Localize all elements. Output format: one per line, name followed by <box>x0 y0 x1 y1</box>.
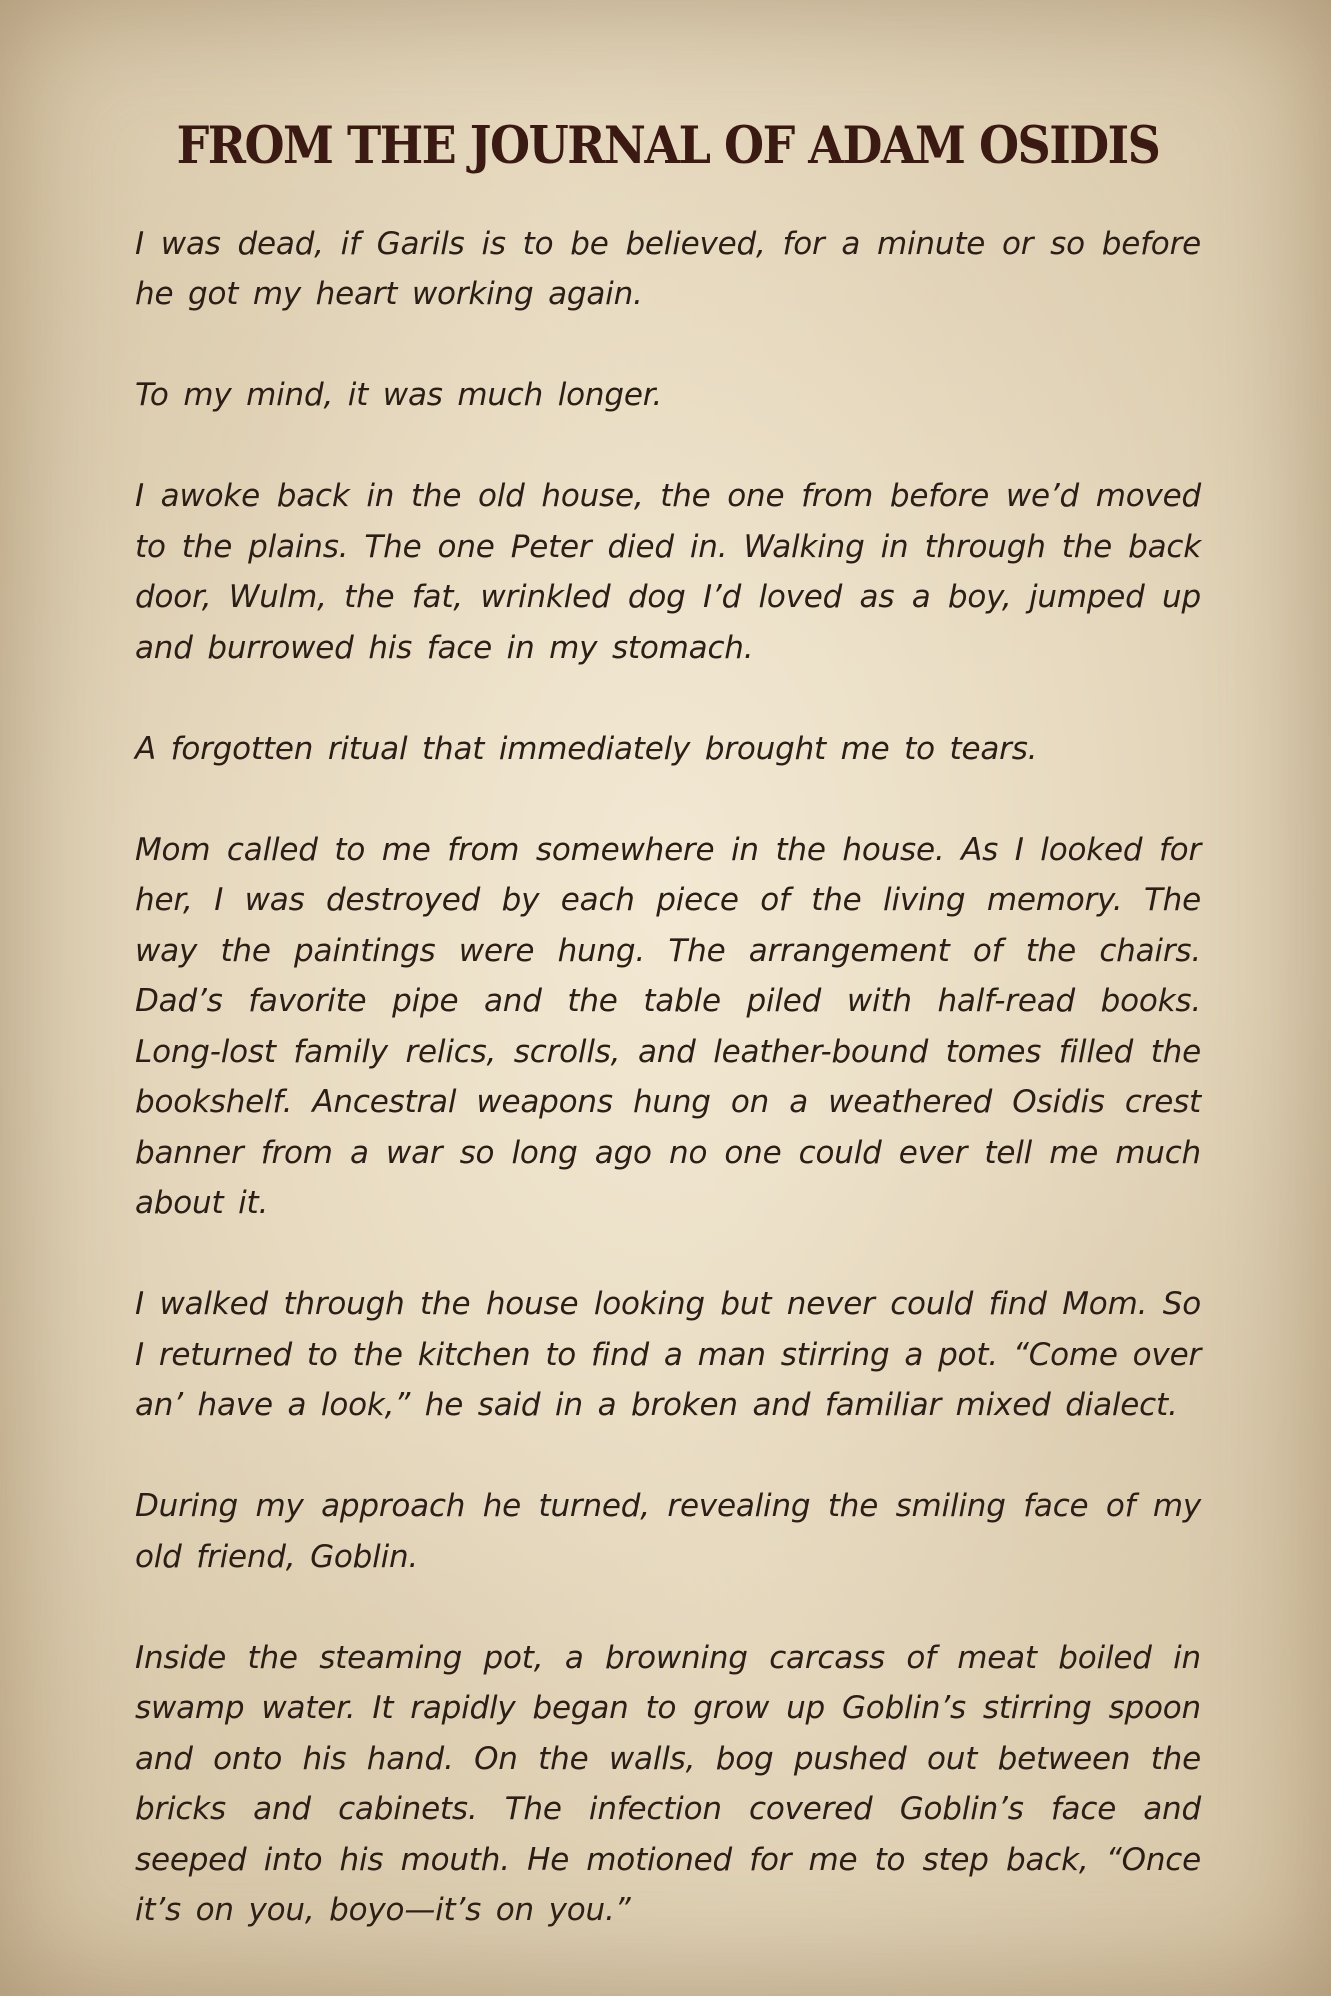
page-title: FROM THE JOURNAL OF ADAM OSIDIS <box>176 114 1160 176</box>
paragraph: To my mind, it was much longer. <box>135 377 663 414</box>
paragraph: I awoke back in the old house, the one from before we’d moved to the plains. The one Peter died in. Walking in through the back door, Wulm, the fat, wrinkled dog I’d loved as a boy, jumped up and burrowed his face in my stomach. <box>135 478 1201 666</box>
paragraph: I walked through the house looking but never could find Mom. So I returned to the kitchen to find a man stirring a pot. “Come over an’ have a look,” he said in a broken and familiar mixed dialect. <box>135 1286 1201 1424</box>
paragraph: A forgotten ritual that immediately brought me to tears. <box>135 730 1038 767</box>
paragraph: Mom called to me from somewhere in the house. As I looked for her, I was destroyed by each piece of the living memory. The way the paintings were hung. The arrangement of the chairs. Dad’s favorite pipe and the table piled with half-read books. Long-lost family relics, scrolls, and leather-bound tomes filled the bookshelf. Ancestral weapons hung on a weathered Osidis crest banner from a war so long ago no one could ever tell me much about it. <box>135 831 1201 1222</box>
paragraph: During my approach he turned, revealing the smiling face of my old friend, Goblin. <box>135 1488 1201 1575</box>
paragraph: Inside the steaming pot, a browning carcass of meat boiled in swamp water. It rapidly began to grow up Goblin’s stirring spoon and onto his hand. On the walls, bog pushed out between the bricks and cabinets. The infection covered Goblin’s face and seeped into his mouth. He motioned for me to step back, “Once it’s on you, boyo—it’s on you.” <box>135 1639 1201 1929</box>
paragraph: I was dead, if Garils is to be believed, for a minute or so before he got my heart working again. <box>135 225 1201 313</box>
journal-entry <box>135 219 1201 1936</box>
